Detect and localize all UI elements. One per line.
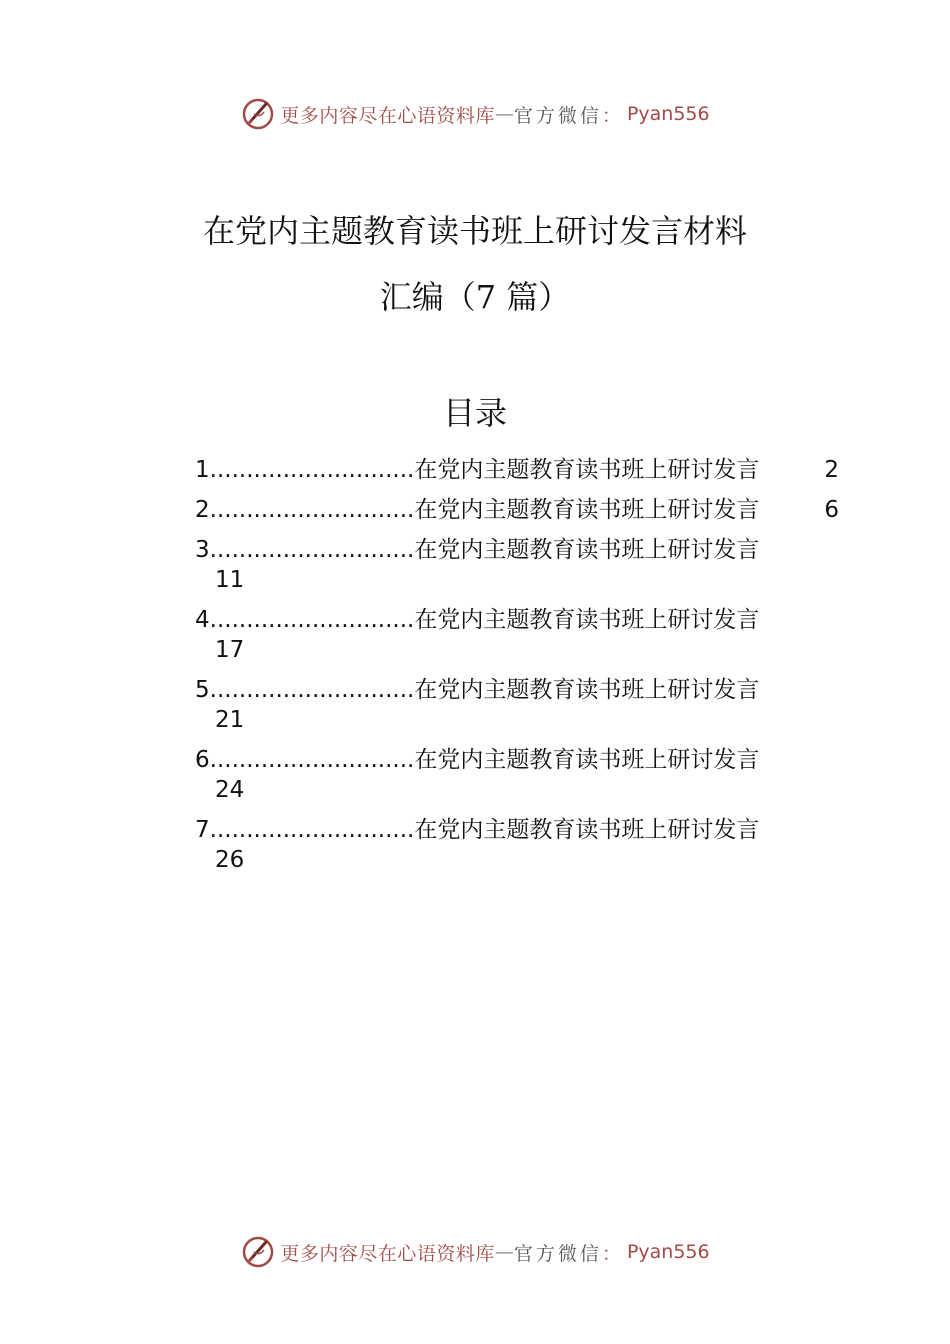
banner-wechat-id: Pyan556 (626, 1241, 710, 1263)
toc-entry-leader: ............................ (209, 677, 415, 703)
banner-label: 官方微信 (513, 1242, 602, 1265)
document-title-line1: 在党内主题教育读书班上研讨发言材料 (202, 212, 747, 250)
toc-entry-leader: ............................ (209, 607, 415, 633)
toc-entry-leader: ............................ (209, 817, 415, 843)
toc-entry-number: 3 (195, 537, 210, 563)
header-banner (0, 94, 950, 134)
toc-entry[interactable] (195, 675, 855, 745)
toc-entry-title: 在党内主题教育读书班上研讨发言 (414, 537, 760, 563)
toc-entry-number: 4 (195, 607, 210, 633)
banner-colon: ： (601, 1242, 621, 1265)
banner-text: 更多内容尽在心语资料库 (280, 104, 495, 127)
toc-entry-number: 6 (195, 747, 210, 773)
toc-entry-leader: ............................ (209, 497, 415, 523)
toc-entry-number: 5 (195, 677, 210, 703)
footer-banner (0, 1232, 950, 1272)
toc-entry-title: 在党内主题教育读书班上研讨发言 (414, 497, 760, 523)
banner-wechat-id: Pyan556 (626, 103, 710, 125)
toc-entry-page: 11 (215, 567, 245, 593)
toc-entry-page: 2 (824, 457, 839, 483)
toc-entry-title: 在党内主题教育读书班上研讨发言 (414, 607, 760, 633)
document-title-line2: 汇编（7 篇） (379, 278, 571, 316)
toc-entry-page: 21 (215, 707, 245, 733)
pen-circle-logo-icon (240, 1234, 276, 1270)
toc-entry-page: 24 (215, 777, 245, 803)
toc-entry[interactable] (195, 535, 855, 605)
toc-entry-number: 7 (195, 817, 210, 843)
toc-entry[interactable] (195, 745, 855, 815)
toc-entry-number: 2 (195, 497, 210, 523)
toc-heading: 目录 (442, 394, 507, 432)
banner-label: 官方微信 (513, 104, 602, 127)
pen-circle-logo-icon (240, 96, 276, 132)
toc-entry[interactable] (195, 495, 855, 535)
toc-entry-leader: ............................ (209, 537, 415, 563)
toc-entry-title: 在党内主题教育读书班上研讨发言 (414, 817, 760, 843)
banner-separator: — (494, 1241, 514, 1263)
table-of-contents (195, 455, 855, 885)
toc-entry-title: 在党内主题教育读书班上研讨发言 (414, 677, 760, 703)
toc-entry[interactable] (195, 455, 855, 495)
toc-entry-leader: ............................ (209, 747, 415, 773)
banner-text: 更多内容尽在心语资料库 (280, 1242, 495, 1265)
banner-separator: — (494, 103, 514, 125)
banner-colon: ： (601, 104, 621, 127)
toc-entry-leader: ............................ (209, 457, 415, 483)
toc-entry-page: 17 (215, 637, 245, 663)
toc-entry[interactable] (195, 815, 855, 885)
toc-entry[interactable] (195, 605, 855, 675)
toc-entry-title: 在党内主题教育读书班上研讨发言 (414, 747, 760, 773)
toc-entry-page: 26 (215, 847, 245, 873)
toc-entry-title: 在党内主题教育读书班上研讨发言 (414, 457, 760, 483)
toc-entry-number: 1 (195, 457, 210, 483)
toc-entry-page: 6 (824, 497, 839, 523)
